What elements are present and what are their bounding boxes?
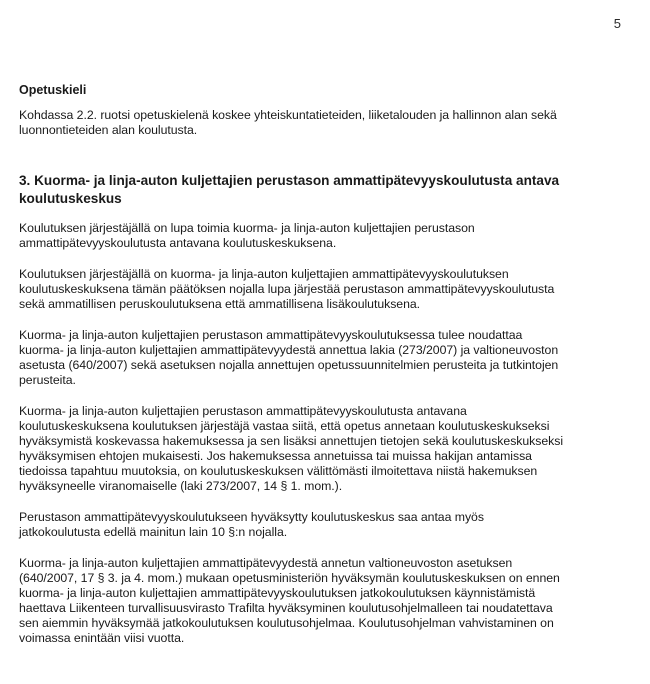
paragraph-2 [19,267,619,312]
text-line: asetusta (640/2007) sekä asetuksen nojalla annettujen opetussuunnitelmien perusteita ja tutkintojen [19,358,559,372]
paragraph-1 [19,221,619,251]
text-line: sekä ammatillisen peruskoulutuksena että ammatillisena lisäkoulutuksena. [19,297,421,311]
section-heading [19,172,619,208]
text-line: kuorma- ja linja-auton kuljettajien ammattipätevyyskoulutuksen jatkokoulutuksen käynnistämistä [19,586,536,600]
text-line: (640/2007, 17 § 3. ja 4. mom.) mukaan opetusministeriön hyväksymän koulutuskeskuksen on ennen [19,571,560,585]
text-line: ammattipätevyyskoulutusta antavana koulutuskeskuksena. [19,236,337,250]
paragraph-5 [19,510,619,540]
page-number: 5 [613,16,621,31]
text-line: Kuorma- ja linja-auton kuljettajien perustason ammattipätevyyskoulutusta antavana [19,404,467,418]
text-line: haettava Liikenteen turvallisuusvirasto Trafilta hyväksyminen koulutusohjelmalleen tai noudatettava [19,601,553,615]
text-line: sen aiemmin hyväksymää jatkokoulutuksen koulutusohjelmaa. Koulutusohjelman vahvistaminen on [19,616,554,630]
section-heading-line: koulutuskeskus [19,191,122,206]
text-line: perusteita. [19,373,76,387]
text-line: hyväksyneelle viranomaiselle (laki 273/2007, 14 § 1. mom.). [19,479,343,493]
subheading-opetuskieli: Opetuskieli [19,83,87,97]
text-line: hyväksymisen ehtojen mukaisesti. Jos hakemuksessa annetuissa tai muissa hakijan antamissa [19,449,532,463]
section-heading-line: 3. Kuorma- ja linja-auton kuljettajien perustason ammattipätevyyskoulutusta antava [19,173,560,188]
paragraph-6 [19,556,619,646]
text-line: Kuorma- ja linja-auton kuljettajien ammattipätevyydestä annetun valtioneuvoston asetuksen [19,556,513,570]
text-line: Kohdassa 2.2. ruotsi opetuskielenä koskee yhteiskuntatieteiden, liiketalouden ja hallinnon alan sekä [19,108,557,122]
document-body [19,82,619,662]
text-line: voimassa enintään viisi vuotta. [19,631,185,645]
text-line: Koulutuksen järjestäjällä on kuorma- ja linja-auton kuljettajien ammattipätevyyskoulutuksen [19,267,509,281]
text-line: hyväksymistä koskevassa hakemuksessa ja sen lisäksi annettujen tietojen sekä koulutuskeskukseksi [19,434,564,448]
text-line: koulutuskeskuksena tämän päätöksen nojalla lupa järjestää perustason ammattipätevyyskoulutusta [19,282,555,296]
text-line: jatkokoulutusta edellä mainitun lain 10 §:n nojalla. [19,525,288,539]
text-line: tiedoissa tapahtuu muutoksia, on koulutuskeskuksen välittömästi ilmoitettava niistä hakemuksen [19,464,538,478]
text-line: kuorma- ja linja-auton kuljettajien ammattipätevyydestä annettua lakia (273/2007) ja valtioneuvoston [19,343,559,357]
text-line: Koulutuksen järjestäjällä on lupa toimia kuorma- ja linja-auton kuljettajien perustason [19,221,475,235]
text-line: koulutuskeskuksena koulutuksen järjestäjä vastaa siitä, että opetus annetaan koulutuskeskukseksi [19,419,550,433]
text-line: Perustason ammattipätevyyskoulutukseen hyväksytty koulutuskeskus saa antaa myös [19,510,484,524]
paragraph-3 [19,328,619,388]
text-line: luonnontieteiden alan koulutusta. [19,123,198,137]
paragraph-4 [19,404,619,494]
text-line: Kuorma- ja linja-auton kuljettajien perustason ammattipätevyyskoulutuksessa tulee noudattaa [19,328,523,342]
intro-paragraph [19,108,619,138]
